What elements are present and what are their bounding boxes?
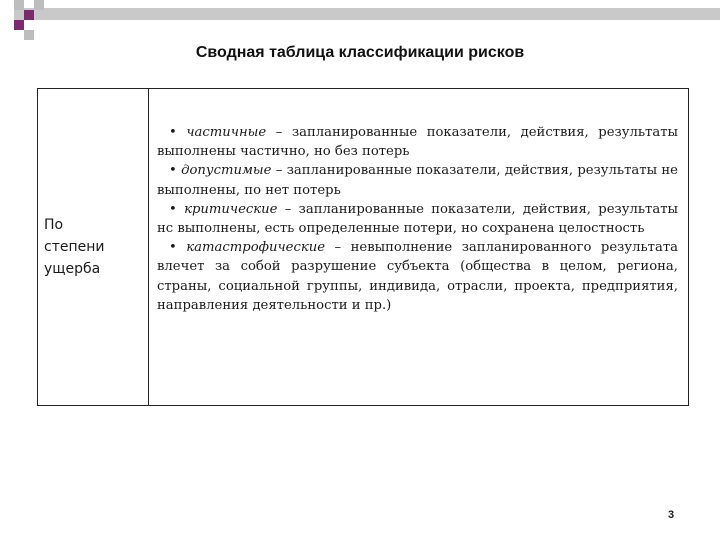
risk-classification-table xyxy=(37,88,689,406)
risk-definition: – запланированные показатели, действия, результаты выполнены частично, но без потерь xyxy=(157,125,678,160)
bullet: • xyxy=(169,201,177,217)
description-cell xyxy=(149,89,689,406)
risk-term: катастрофические xyxy=(186,240,326,256)
risk-term: допустимые xyxy=(181,163,272,179)
list-item xyxy=(157,200,678,238)
list-item xyxy=(157,123,678,161)
header-square xyxy=(24,30,34,40)
header-square xyxy=(34,0,44,10)
table-row xyxy=(38,89,689,406)
category-label-line: ущерба xyxy=(44,261,101,277)
category-label-line: степени xyxy=(44,239,105,255)
category-cell xyxy=(38,89,149,406)
risk-term: критические xyxy=(184,201,278,217)
bullet: • xyxy=(169,240,177,256)
list-item xyxy=(157,161,678,199)
risk-definition: – невыполнение запланированного результата влечет за собой разрушение субъекта (общества в целом, региона, страны, социальной группы, индивида, отрасли, проекта, предприятия, направления деятельности и пр.) xyxy=(157,240,678,313)
risk-definition: – запланированные показатели, действия, результаты нс выполнены, есть определенные потери, но сохранена целостность xyxy=(157,201,678,237)
decorative-header-bar xyxy=(0,0,720,38)
risk-definition: – запланированные показатели, действия, результаты не выполнены, по нет потерь xyxy=(157,163,678,198)
header-stripe xyxy=(14,8,720,20)
risk-term: частичные xyxy=(186,125,267,140)
slide-title: Сводная таблица классификации рисков xyxy=(195,44,525,61)
category-label-line: По xyxy=(44,217,64,233)
header-square xyxy=(14,20,24,30)
header-square xyxy=(24,10,34,20)
page-number: 3 xyxy=(668,509,675,521)
bullet: • xyxy=(169,163,177,179)
list-item xyxy=(157,238,678,315)
bullet: • xyxy=(169,125,177,140)
header-square xyxy=(14,0,24,10)
